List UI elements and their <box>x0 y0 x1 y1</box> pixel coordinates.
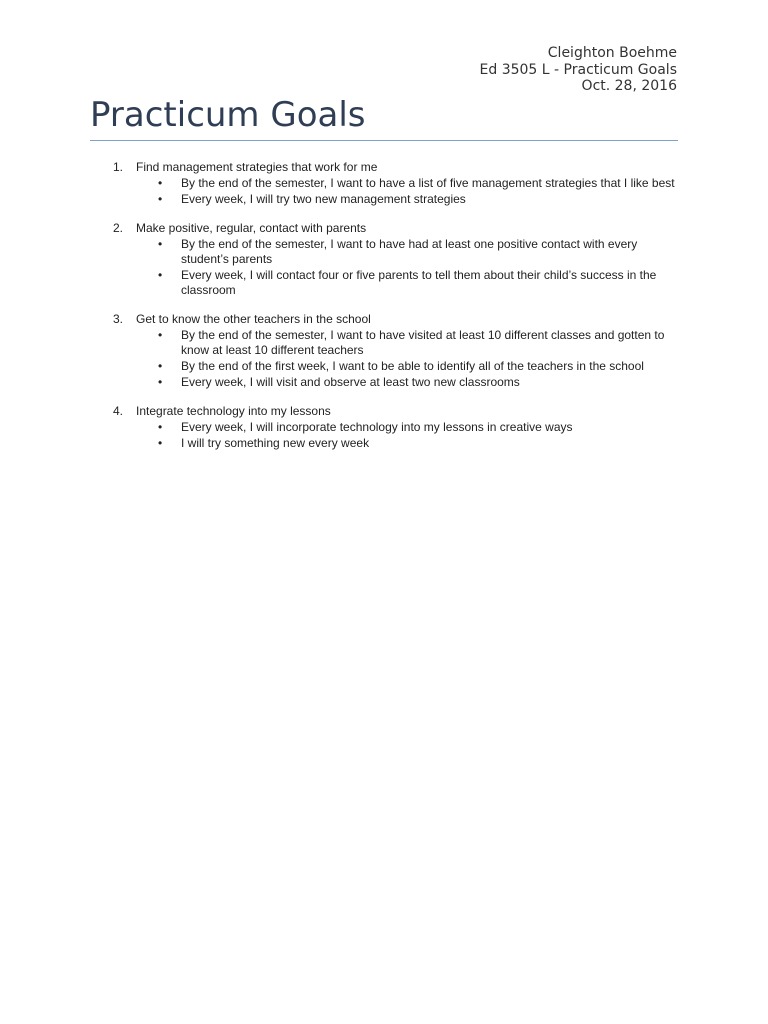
goals-list <box>0 160 768 465</box>
course-title: Ed 3505 L - Practicum Goals <box>479 61 677 78</box>
goal-heading <box>0 312 768 327</box>
bullet-icon: • <box>158 375 163 389</box>
document-header <box>480 45 677 95</box>
subgoal-item <box>0 176 681 191</box>
bullet-icon: • <box>158 420 163 434</box>
goal-text: Get to know the other teachers in the school <box>136 312 371 326</box>
bullet-icon: • <box>158 176 163 190</box>
title-divider <box>90 140 678 141</box>
subgoal-item <box>0 192 681 207</box>
subgoal-text: Every week, I will incorporate technology into my lessons in creative ways <box>181 420 573 434</box>
subgoal-text: By the end of the semester, I want to have had at least one positive contact with every student’s parents <box>181 237 638 266</box>
goal-text: Integrate technology into my lessons <box>136 404 331 418</box>
goal-text: Make positive, regular, contact with parents <box>136 221 367 235</box>
goal-number: 2. <box>113 221 124 235</box>
subgoal-item <box>0 268 681 298</box>
subgoal-item <box>0 375 681 390</box>
bullet-icon: • <box>158 192 163 206</box>
goal-text: Find management strategies that work for me <box>136 160 378 174</box>
subgoal-text: Every week, I will visit and observe at least two new classrooms <box>181 375 520 389</box>
goal-number: 3. <box>113 312 124 326</box>
goal-number: 1. <box>113 160 124 174</box>
subgoal-item <box>0 420 681 435</box>
subgoal-item <box>0 436 681 451</box>
goal-number: 4. <box>113 404 124 418</box>
author-name: Cleighton Boehme <box>547 45 677 61</box>
goal-item <box>0 404 768 451</box>
subgoal-text: Every week, I will try two new management strategies <box>181 192 466 206</box>
subgoal-item <box>0 237 681 267</box>
page-title: Practicum Goals <box>90 95 366 135</box>
bullet-icon: • <box>158 237 163 251</box>
goal-subitems <box>0 328 768 390</box>
goal-item <box>0 160 768 207</box>
goal-subitems <box>0 176 768 207</box>
goal-subitems <box>0 420 768 451</box>
goal-heading <box>0 404 768 419</box>
goal-item <box>0 312 768 390</box>
subgoal-item <box>0 359 681 374</box>
subgoal-text: Every week, I will contact four or five parents to tell them about their child’s success in the classroom <box>181 268 657 297</box>
bullet-icon: • <box>158 436 163 450</box>
bullet-icon: • <box>158 268 163 282</box>
subgoal-item <box>0 328 681 358</box>
subgoal-text: By the end of the semester, I want to have visited at least 10 different classes and gotten to know at least 10 different teachers <box>181 328 665 357</box>
subgoal-text: By the end of the first week, I want to be able to identify all of the teachers in the school <box>181 359 644 373</box>
document-date: Oct. 28, 2016 <box>581 78 677 94</box>
goal-subitems <box>0 237 768 298</box>
goal-heading <box>0 221 768 236</box>
bullet-icon: • <box>158 359 163 373</box>
goal-heading <box>0 160 768 175</box>
subgoal-text: I will try something new every week <box>181 436 370 450</box>
goal-item <box>0 221 768 298</box>
bullet-icon: • <box>158 328 163 342</box>
subgoal-text: By the end of the semester, I want to have a list of five management strategies that I like best <box>181 176 675 190</box>
